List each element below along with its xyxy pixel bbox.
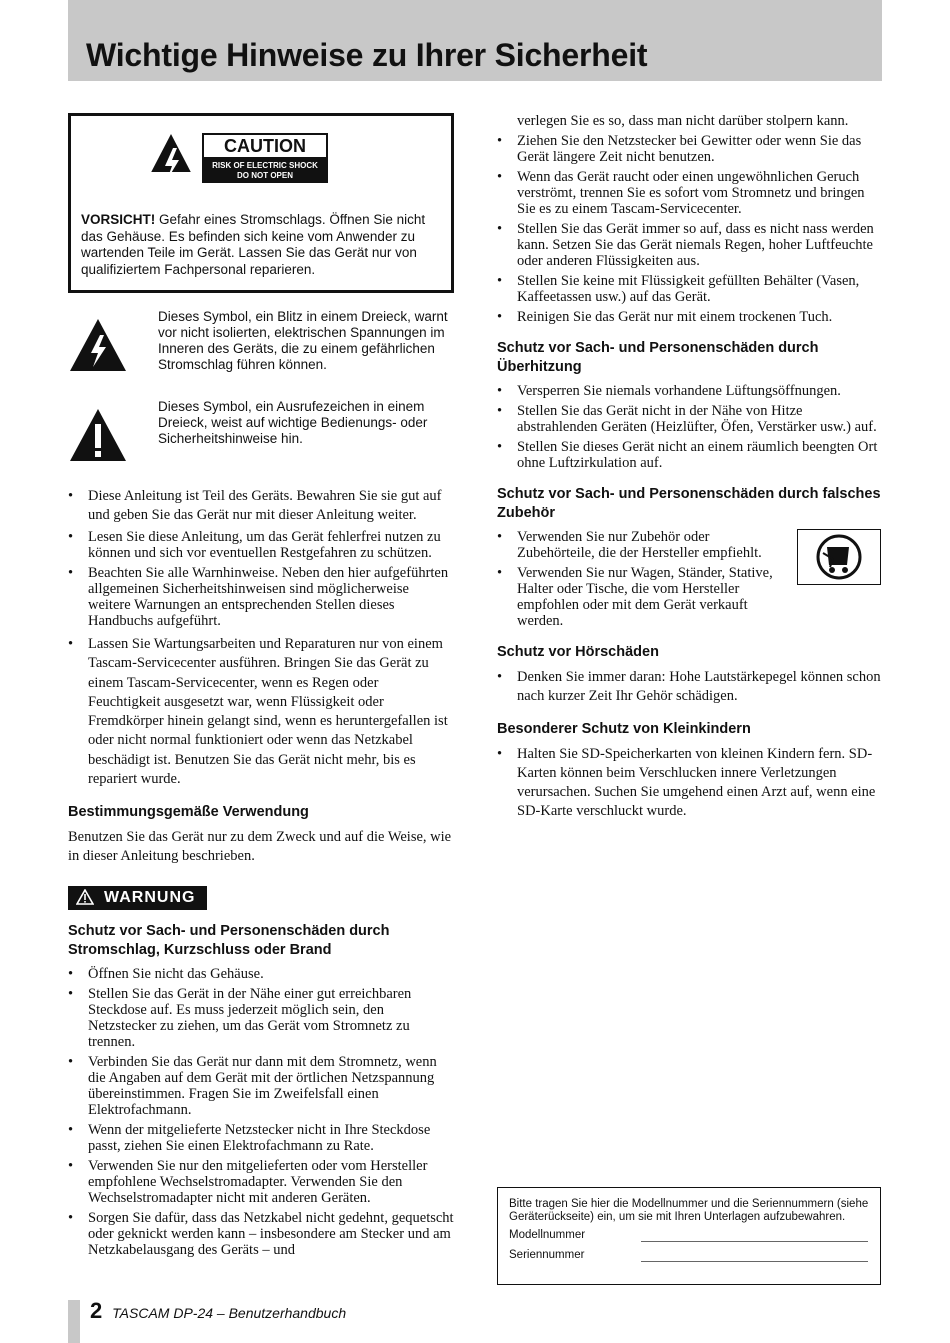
list-item: • Lassen Sie Wartungsarbeiten und Reparaturen nur von einem Tascam-Servicecenter ausführen. Bringen Sie das Gerät zu einem Tascam-Servicecenter, wenn es Regen oder Feuchtigkeit ausgesetzt war, wenn Flüssigkeit oder Fremdkörper hinein gelangt sind, wenn es heruntergefallen ist oder nicht normal funktioniert oder wenn das Netzkabel beschädigt ist. Benutzen Sie das Gerät nicht mehr, bis es repariert wurde. (68, 635, 454, 789)
left-column (68, 113, 454, 1262)
serial-number-label: Seriennummer (509, 1249, 585, 1261)
serial-number-field[interactable] (641, 1261, 868, 1262)
ueberhitzung-heading: Schutz vor Sach- und Personenschäden durch Überhitzung (497, 340, 819, 375)
vorsicht-text (81, 212, 443, 278)
list-item: • Stellen Sie dieses Gerät nicht an einem räumlich beengten Ort ohne Luftzirkulation auf. (497, 439, 881, 471)
warnung-badge-label: WARNUNG (104, 889, 196, 907)
footer-title: TASCAM DP-24 – Benutzerhandbuch (112, 1305, 347, 1321)
list-item: • Stellen Sie das Gerät immer so auf, dass es nicht nass werden kann. Setzen Sie das Gerät niemals Regen, hoher Luftfeuchte oder anderen Flüssigkeiten aus. (497, 221, 881, 269)
hoerschaeden-list (497, 668, 881, 706)
model-number-field[interactable] (641, 1241, 868, 1242)
lightning-symbol-text: Dieses Symbol, ein Blitz in einem Dreieck, warnt vor nicht isolierten, elektrischen Spannungen im Inneren des Geräts, die zu einem gefährlichen Stromschlag führen können. (158, 309, 448, 372)
caution-word: CAUTION (202, 133, 328, 159)
list-item: • Verwenden Sie nur Zubehör oder Zubehörteile, die der Hersteller empfiehlt. (497, 529, 881, 561)
list-item: • Sorgen Sie dafür, dass das Netzkabel nicht gedehnt, gequetscht oder geknickt werden kann – insbesondere am Stecker und am Netzkabelausgang des Geräts – und (68, 1210, 454, 1258)
power-safety-list (497, 133, 881, 325)
registration-text: Bitte tragen Sie hier die Modellnummer und die Seriennummern (siehe Geräterückseite) ein, um sie mit Ihren Unterlagen aufzubewahren. (509, 1198, 869, 1223)
list-item: • Diese Anleitung ist Teil des Geräts. Bewahren Sie sie gut auf und geben Sie das Gerät nur mit dieser Anleitung weiter. (68, 487, 454, 525)
bestimmung-heading: Bestimmungsgemäße Verwendung (68, 804, 309, 821)
stromschlag-list (68, 966, 454, 1258)
caution-box (68, 113, 454, 293)
footer-bar (68, 1300, 80, 1343)
list-item: • Versperren Sie niemals vorhandene Lüftungsöffnungen. (497, 383, 881, 399)
list-item: • Wenn der mitgelieferte Netzstecker nicht in Ihre Steckdose passt, ziehen Sie einen Elektrofachmann zu Rate. (68, 1122, 454, 1154)
lightning-triangle-icon (68, 317, 128, 373)
footer (90, 1298, 346, 1324)
hoerschaeden-heading: Schutz vor Hörschäden (497, 644, 659, 660)
list-item: • Öffnen Sie nicht das Gehäuse. (68, 966, 454, 982)
model-number-line[interactable] (509, 1229, 880, 1249)
lightning-symbol-row (68, 309, 454, 395)
vorsicht-body: Gefahr eines Stromschlags. Öffnen Sie nicht das Gehäuse. Es befinden sich keine vom Anwender zu wartenden Teile im Gerät. Lassen Sie das Gerät nur von qualifiziertem Fachpersonal reparieren. (81, 212, 426, 277)
zubehoer-heading: Schutz vor Sach- und Personenschäden durch falsches Zubehör (497, 486, 881, 521)
zubehoer-bullet-text: • Verwenden Sie nur Wagen, Ständer, Stative, Halter oder Tische, die vom Hersteller empfohlen oder mit dem Gerät verkauft werden. (517, 565, 773, 629)
list-item: • Verwenden Sie nur den mitgelieferten oder vom Hersteller empfohlene Wechselstromadapter. Verwenden Sie den Wechselstromadapter nicht mit anderen Geräten. (68, 1158, 454, 1206)
list-item: • Beachten Sie alle Warnhinweise. Neben den hier aufgeführten allgemeinen Sicherheitshinweisen sind möglicherweise weitere Warnungen an entsprechenden Stellen dieses Handbuchs aufgeführt. (68, 565, 454, 629)
stromschlag-heading: Schutz vor Sach- und Personenschäden durch Stromschlag, Kurzschluss oder Brand (68, 923, 390, 959)
list-item: • Wenn das Gerät raucht oder einen ungewöhnlichen Geruch verströmt, trennen Sie es sofort vom Stromnetz und bringen Sie es zu einem Tascam-Servicecenter. (497, 169, 881, 217)
caution-sublabel (202, 159, 328, 183)
kleinkinder-list (497, 745, 881, 821)
list-item: • Reinigen Sie das Gerät nur mit einem trockenen Tuch. (497, 309, 881, 325)
registration-box (497, 1187, 881, 1285)
list-item: • Stellen Sie das Gerät nicht in der Nähe von Hitze abstrahlenden Geräten (Heizlüfter, Öfen, Verstärker usw.) auf. (497, 403, 881, 435)
page-number: 2 (90, 1298, 103, 1323)
bestimmung-text: Benutzen Sie das Gerät nur zu dem Zweck und auf die Weise, wie in dieser Anleitung beschrieben. (68, 829, 452, 865)
continuation-text: verlegen Sie es so, dass man nicht darüber stolpern kann. (517, 113, 849, 129)
vorsicht-bold: VORSICHT! (81, 212, 156, 227)
list-item: • Verbinden Sie das Gerät nur dann mit dem Stromnetz, wenn die Angaben auf dem Gerät mit der örtlichen Netzspannung übereinstimmen. Fragen Sie im Zweifelsfall einen Elektrofachmann. (68, 1054, 454, 1118)
model-number-label: Modellnummer (509, 1229, 586, 1241)
right-column (497, 113, 881, 825)
caution-sublabel-line1: RISK OF ELECTRIC SHOCK (212, 161, 318, 170)
list-item: • Ziehen Sie den Netzstecker bei Gewitter oder wenn Sie das Gerät längere Zeit nicht benutzen. (497, 133, 881, 165)
general-safety-list (68, 487, 454, 789)
list-item: • Stellen Sie das Gerät in der Nähe einer gut erreichbaren Steckdose auf. Es muss jederzeit möglich sein, den Netzstecker zu ziehen, um das Gerät vom Stromnetz zu trennen. (68, 986, 454, 1050)
page-title: Wichtige Hinweise zu Ihrer Sicherheit (86, 37, 648, 73)
list-item: • Lesen Sie diese Anleitung, um das Gerät fehlerfrei nutzen zu können und sich vor eventuellen Restgefahren zu schützen. (68, 529, 454, 561)
serial-number-line[interactable] (509, 1249, 880, 1269)
warnung-badge (68, 886, 207, 910)
kleinkinder-heading: Besonderer Schutz von Kleinkindern (497, 721, 751, 737)
list-item: • Halten Sie SD-Speicherkarten von kleinen Kindern fern. SD-Karten können beim Verschlucken innere Verletzungen verursachen. Suchen Sie umgehend einen Arzt auf, wenn eine SD-Karte verschluckt wurde. (497, 745, 881, 821)
exclamation-triangle-icon (68, 407, 128, 463)
exclamation-symbol-row (68, 399, 454, 485)
list-item: • Denken Sie immer daran: Hohe Lautstärkepegel können schon nach kurzer Zeit Ihr Gehör schädigen. (497, 668, 881, 706)
warning-triangle-icon (76, 889, 94, 905)
caution-sublabel-line2: DO NOT OPEN (236, 171, 293, 180)
caution-label (202, 133, 328, 183)
list-item: • Stellen Sie keine mit Flüssigkeit gefüllten Behälter (Vasen, Kaffeetassen usw.) auf das Gerät. (497, 273, 881, 305)
list-item (497, 565, 881, 629)
exclamation-symbol-text: Dieses Symbol, ein Ausrufezeichen in einem Dreieck, weist auf wichtige Bedienungs- oder Sicherheitshinweise hin. (158, 399, 428, 446)
zubehoer-block (497, 529, 881, 629)
ueberhitzung-list (497, 383, 881, 471)
zubehoer-list (497, 529, 881, 629)
